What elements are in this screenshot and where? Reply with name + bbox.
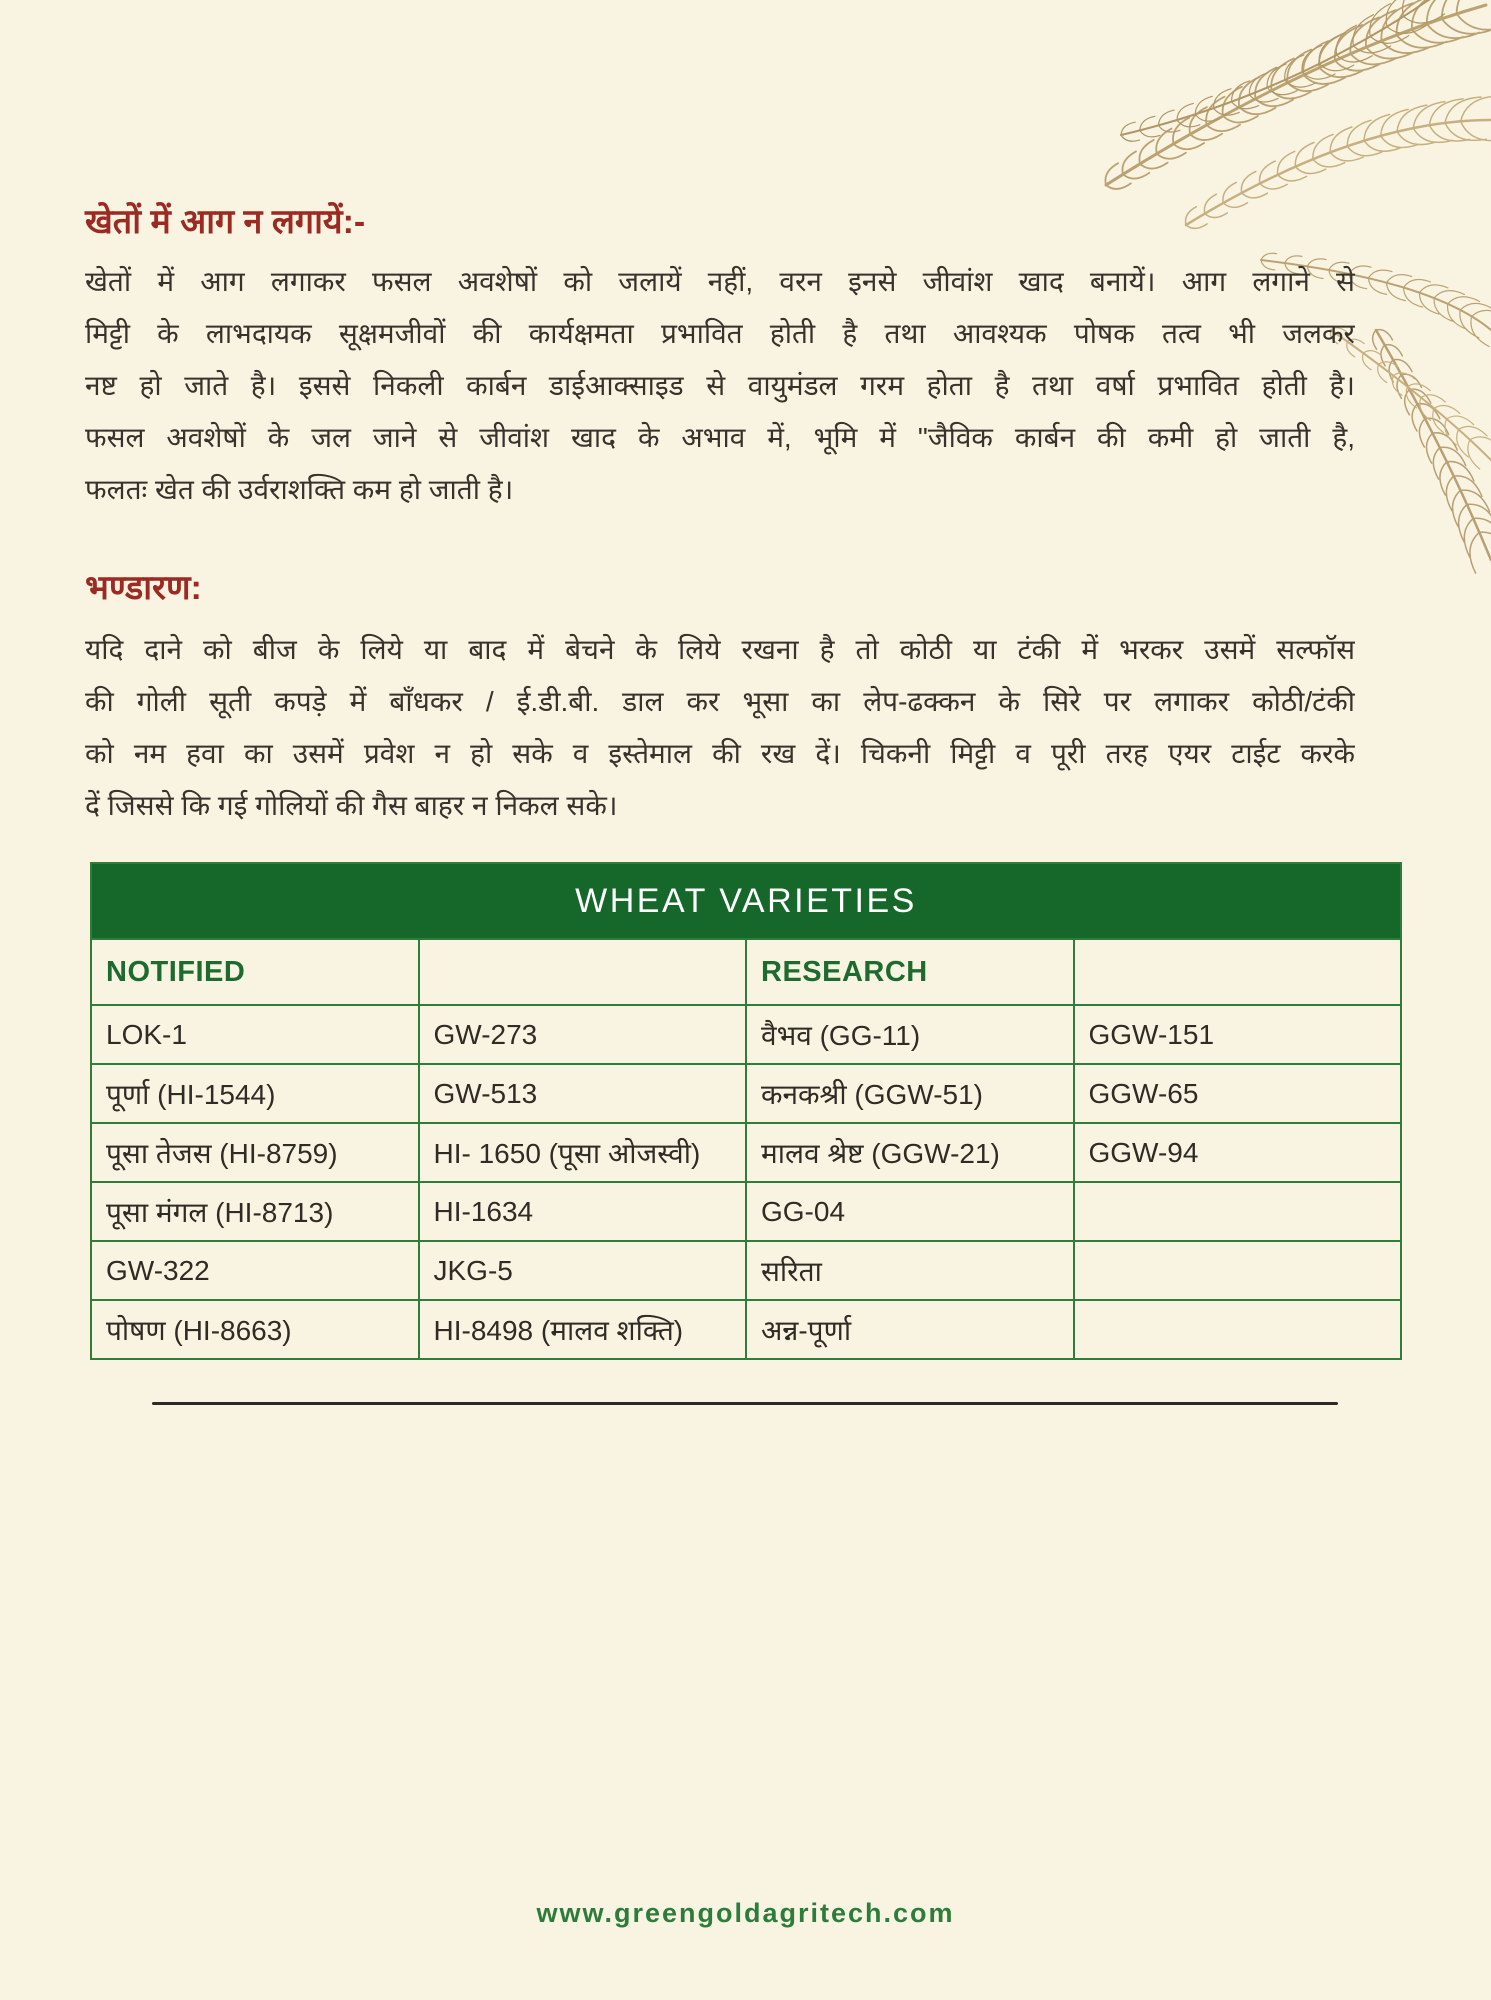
column-header-research: RESEARCH	[746, 939, 1074, 1005]
paragraph-line: दें जिससे कि गई गोलियों की गैस बाहर न निकल सके।	[85, 790, 618, 821]
table-cell: सरिता	[746, 1241, 1074, 1300]
table-cell: मालव श्रेष्ट (GGW-21)	[746, 1123, 1074, 1182]
paragraph-line: को नम हवा का उसमें प्रवेश न हो सके व इस्तेमाल की रख दें। चिकनी मिट्टी व पूरी तरह एयर टाईट करके	[85, 738, 1355, 769]
table-cell	[1074, 1300, 1402, 1359]
table-cell: GW-273	[419, 1005, 747, 1064]
table-cell	[1074, 1241, 1402, 1300]
table-cell: GW-322	[91, 1241, 419, 1300]
table-row	[91, 1005, 1401, 1064]
column-header-notified: NOTIFIED	[91, 939, 419, 1005]
section-heading-no-burning: खेतों में आग न लगायें:-	[85, 203, 366, 241]
table-cell: LOK-1	[91, 1005, 419, 1064]
table-cell: कनकश्री (GGW-51)	[746, 1064, 1074, 1123]
table-row	[91, 1064, 1401, 1123]
column-header-blank	[1074, 939, 1402, 1005]
paragraph-line: फलतः खेत की उर्वराशक्ति कम हो जाती है।	[85, 474, 514, 505]
table-cell: GGW-65	[1074, 1064, 1402, 1123]
table-title: WHEAT VARIETIES	[91, 863, 1401, 939]
paragraph-no-burning	[85, 256, 1355, 516]
table-cell: HI- 1650 (पूसा ओजस्वी)	[419, 1123, 747, 1182]
section-heading-storage: भण्डारण:	[85, 569, 202, 607]
table-cell: पोषण (HI-8663)	[91, 1300, 419, 1359]
table-row	[91, 1123, 1401, 1182]
table-cell: GGW-151	[1074, 1005, 1402, 1064]
paragraph-line: खेतों में आग लगाकर फसल अवशेषों को जलायें नहीं, वरन इनसे जीवांश खाद बनायें। आग लगाने से	[85, 266, 1355, 297]
table-title-row	[91, 863, 1401, 939]
table-cell	[1074, 1182, 1402, 1241]
column-header-blank	[419, 939, 747, 1005]
table-cell: पूसा तेजस (HI-8759)	[91, 1123, 419, 1182]
table-cell: JKG-5	[419, 1241, 747, 1300]
table-cell: पूसा मंगल (HI-8713)	[91, 1182, 419, 1241]
paragraph-line: की गोली सूती कपड़े में बाँधकर / ई.डी.बी. डाल कर भूसा का लेप-ढक्कन के सिरे पर लगाकर कोठी/टंकी	[85, 686, 1355, 717]
table-row	[91, 1241, 1401, 1300]
table-cell: अन्न-पूर्णा	[746, 1300, 1074, 1359]
horizontal-divider	[152, 1402, 1338, 1405]
paragraph-line: नष्ट हो जाते है। इससे निकली कार्बन डाईआक्साइड से वायुमंडल गरम होता है तथा वर्षा प्रभावित होती है।	[85, 370, 1355, 401]
table-cell: HI-8498 (मालव शक्ति)	[419, 1300, 747, 1359]
website-url: www.greengoldagritech.com	[536, 1898, 955, 1928]
paragraph-line: मिट्टी के लाभदायक सूक्षमजीवों की कार्यक्षमता प्रभावित होती है तथा आवश्यक पोषक तत्व भी जलकर	[85, 318, 1355, 349]
table-cell: पूर्णा (HI-1544)	[91, 1064, 419, 1123]
table-cell: HI-1634	[419, 1182, 747, 1241]
paragraph-storage	[85, 624, 1355, 832]
table-cell: GGW-94	[1074, 1123, 1402, 1182]
table-cell: GW-513	[419, 1064, 747, 1123]
table-header-row	[91, 939, 1401, 1005]
table-cell: वैभव (GG-11)	[746, 1005, 1074, 1064]
table-cell: GG-04	[746, 1182, 1074, 1241]
table-row	[91, 1300, 1401, 1359]
table-row	[91, 1182, 1401, 1241]
wheat-varieties-table	[90, 862, 1402, 1360]
paragraph-line: फसल अवशेषों के जल जाने से जीवांश खाद के अभाव में, भूमि में "जैविक कार्बन की कमी हो जाती है,	[85, 422, 1355, 453]
paragraph-line: यदि दाने को बीज के लिये या बाद में बेचने के लिये रखना है तो कोठी या टंकी में भरकर उसमें सल्फॉस	[85, 634, 1355, 665]
